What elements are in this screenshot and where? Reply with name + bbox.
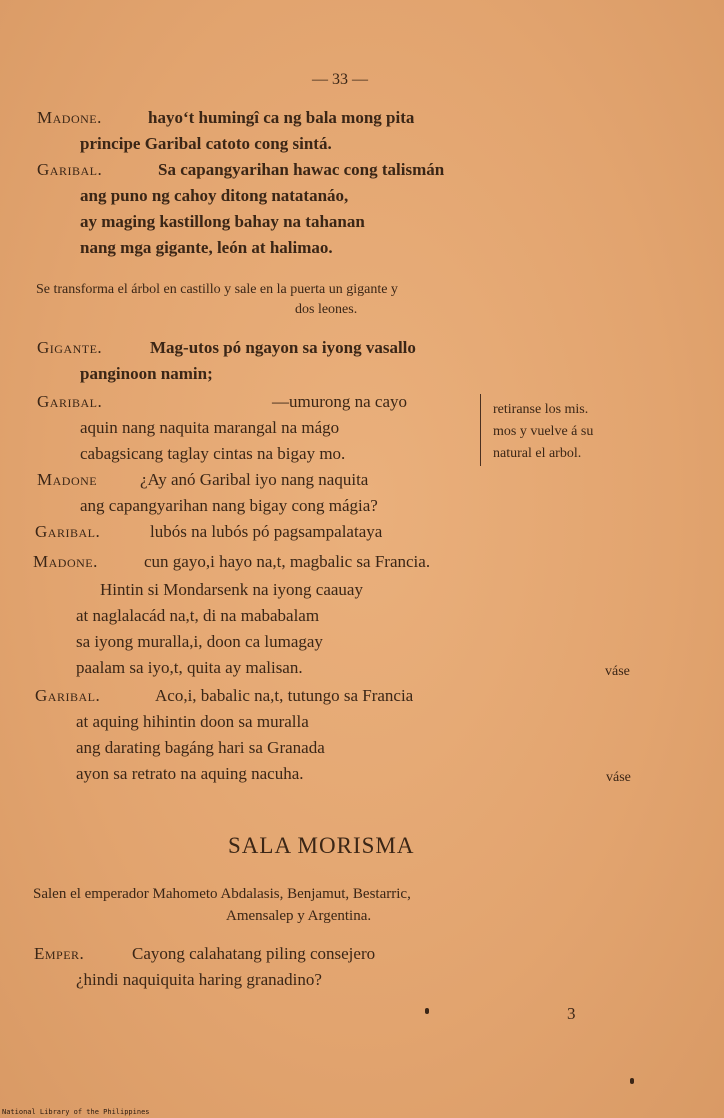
verse-line: ang puno ng cahoy ditong natatanáo, [80, 186, 349, 205]
verse-line: sa iyong muralla,i, doon ca lumagay [76, 632, 323, 651]
stage-direction: dos leones. [295, 302, 358, 317]
brace-bracket [480, 394, 489, 466]
verse-line: ang capangyarihan nang bigay cong mágia? [80, 496, 378, 515]
verse-line: Aco,i, babalic na,t, tutungo sa Francia [155, 686, 414, 705]
speaker-name: Garibal. [37, 392, 103, 411]
verse-line: cabagsicang taglay cintas na bigay mo. [80, 444, 346, 463]
verse-line: ¿Ay anó Garibal iyo nang naquita [140, 470, 369, 489]
speaker-name: Emper. [34, 944, 85, 963]
printer-mark [425, 1008, 429, 1014]
verse-line: nang mga gigante, león at halimao. [80, 238, 333, 257]
verse-line: Cayong calahatang piling consejero [132, 944, 376, 963]
side-note: mos y vuelve á su [493, 424, 594, 439]
verse-line: paalam sa iyo,t, quita ay malisan. [76, 658, 303, 677]
verse-line: ang darating bagáng hari sa Granada [76, 738, 325, 757]
verse-line: Mag-utos pó ngayon sa iyong vasallo [150, 338, 416, 357]
verse-line: Hintin si Mondarsenk na iyong caauay [100, 580, 363, 599]
speaker-name: Garibal. [35, 686, 101, 705]
verse-line: hayo‘t humingî ca ng bala mong pita [148, 108, 415, 127]
verse-line: ¿hindi naquiquita haring granadino? [76, 970, 322, 989]
side-note: retiranse los mis. [493, 402, 589, 417]
stage-direction: Salen el emperador Mahometo Abdalasis, Benjamut, Bestarric, [33, 886, 411, 902]
speaker-name: Garibal. [35, 522, 101, 541]
speaker-name: Madone. [33, 552, 98, 571]
verse-line: cun gayo,i hayo na,t, magbalic sa Francia. [144, 552, 431, 571]
verse-line: Sa capangyarihan hawac cong talismán [158, 160, 445, 179]
scene-heading: SALA MORISMA [228, 833, 415, 858]
stage-note-exit: váse [605, 664, 630, 679]
verse-line: panginoon namin; [80, 364, 213, 383]
verse-line: lubós na lubós pó pagsampalataya [150, 522, 383, 541]
footer-credit: National Library of the Philippines [2, 1108, 150, 1116]
verse-line: at naglalacád na,t, di na mababalam [76, 606, 320, 625]
signature-number: 3 [567, 1004, 576, 1023]
speaker-name: Madone [37, 470, 98, 489]
speaker-name: Gigante. [37, 338, 103, 357]
verse-line: aquin nang naquita marangal na mágo [80, 418, 340, 437]
verse-line: at aquing hihintin doon sa muralla [76, 712, 309, 731]
printer-mark [630, 1078, 634, 1084]
stage-direction: Se transforma el árbol en castillo y sale en la puerta un gigante y [36, 282, 398, 297]
stage-note-exit: váse [606, 770, 631, 785]
verse-line: ay maging kastillong bahay na tahanan [80, 212, 365, 231]
stage-direction: Amensalep y Argentina. [226, 908, 372, 924]
page-number-top: — 33 — [312, 71, 368, 88]
speaker-name: Garibal. [37, 160, 103, 179]
speaker-name: Madone. [37, 108, 102, 127]
side-note: natural el arbol. [493, 446, 582, 461]
verse-line: principe Garibal catoto cong sintá. [80, 134, 332, 153]
verse-line: ayon sa retrato na aquing nacuha. [76, 764, 304, 783]
verse-line: —umurong na cayo [272, 392, 408, 411]
